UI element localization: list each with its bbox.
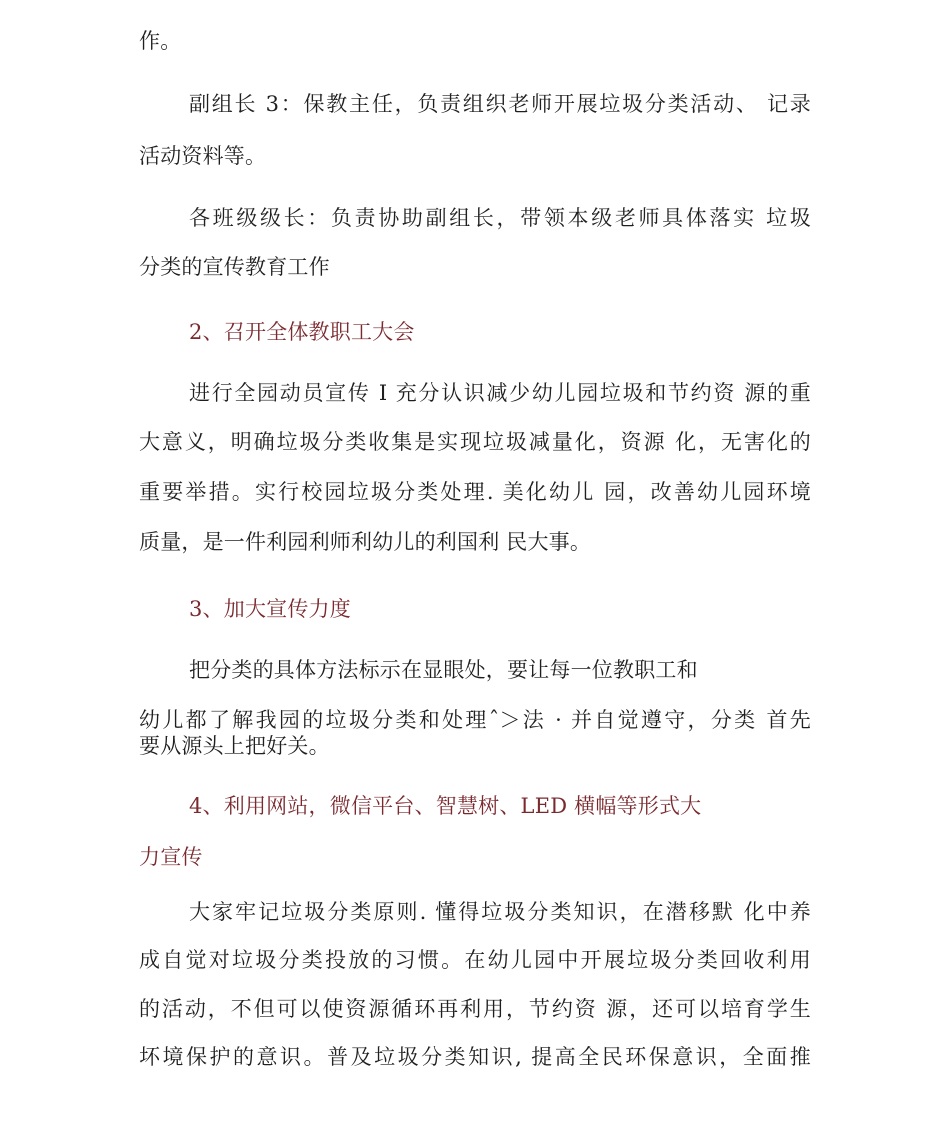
section-heading: 2、召开全体教职工大会 bbox=[189, 320, 415, 344]
paragraph-line: 幼儿都了解我园的垃圾分类和处理ˆ＞法 · 并自觉遵守，分类 首先 bbox=[139, 708, 811, 732]
section-heading: 4、利用网站，微信平台、智慧树、LED 横幅等形式大 bbox=[189, 794, 702, 818]
paragraph-line: 大家牢记垃圾分类原则. 懂得垃圾分类知识，在潜移默 化中养 bbox=[189, 900, 811, 924]
paragraph-line: 要从源头上把好关。 bbox=[139, 734, 330, 758]
section-heading: 力宣传 bbox=[139, 845, 203, 869]
paragraph-line: 成自觉对垃圾分类投放的习惯。在幼儿园中开展垃圾分类回收利用 bbox=[139, 948, 811, 972]
paragraph-line: 质量，是一件利园利师利幼儿的利国利 民大事。 bbox=[139, 530, 592, 554]
paragraph-line: 副组长 3：保教主任，负责组织老师开展垃圾分类活动、 记录 bbox=[189, 92, 811, 116]
paragraph-line: 重要举措。实行校园垃圾分类处理. 美化幼儿 园，改善幼儿园环境 bbox=[139, 480, 811, 504]
paragraph-line: 各班级级长：负责协助副组长，带领本级老师具体落实 垃圾 bbox=[189, 206, 811, 230]
paragraph-line: 进行全园动员宣传 I 充分认识减少幼儿园垃圾和节约资 源的重 bbox=[189, 381, 811, 405]
section-heading: 3、加大宣传力度 bbox=[189, 597, 351, 621]
paragraph-line: 把分类的具体方法标示在显眼处，要让每一位教职工和 bbox=[189, 658, 698, 682]
paragraph-line: 的活动，不但可以使资源循环再利用，节约资 源，还可以培育学生 bbox=[139, 997, 811, 1021]
paragraph-line: 作。 bbox=[139, 29, 182, 53]
paragraph-line: 活动资料等。 bbox=[139, 144, 267, 168]
paragraph-line: 大意义，明确垃圾分类收集是实现垃圾减量化，资源 化，无害化的 bbox=[139, 430, 811, 454]
paragraph-line: 坏境保护的意识。普及垃圾分类知识, 提高全民环保意识，全面推 bbox=[139, 1045, 811, 1069]
paragraph-line: 分类的宣传教育工作 bbox=[139, 255, 330, 279]
